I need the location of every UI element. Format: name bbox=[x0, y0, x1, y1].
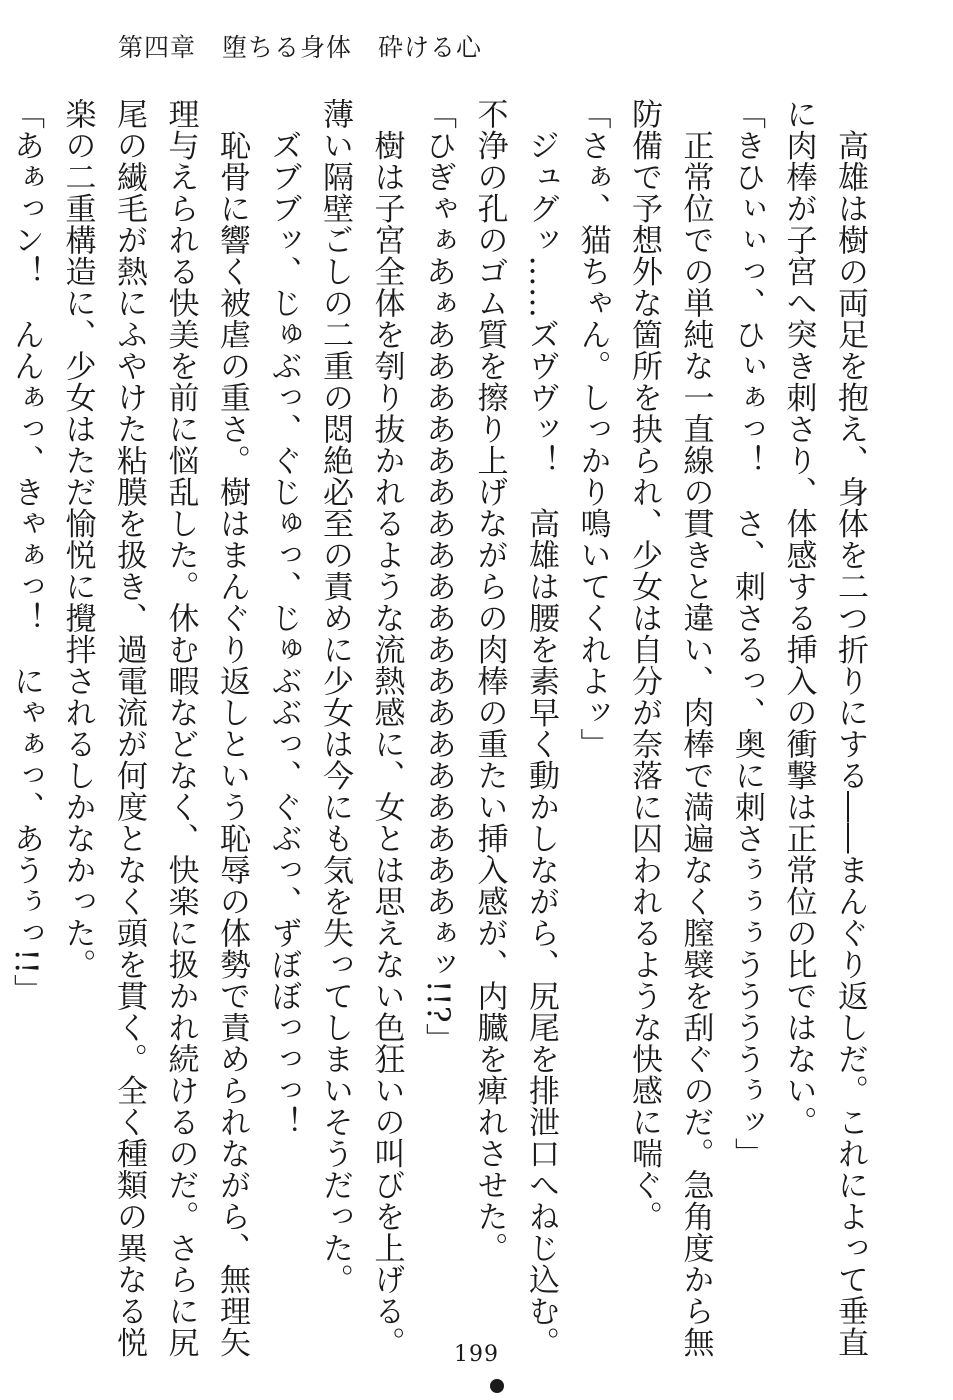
text-line: ズブブッ、じゅぶっ、ぐじゅっ、じゅぶぶっ、ぐぶっ、ずぼぼっっっ！ bbox=[265, 98, 302, 1138]
text-line: 薄い隔壁ごしの二重の悶絶必至の責めに少女は今にも気を失ってしまいそうだった。 bbox=[317, 98, 353, 1295]
text-line: 尾の繊毛が熱にふやけた粘膜を扱き、過電流が何度となく頭を貫く。全く種類の異なる悦 bbox=[111, 98, 147, 1358]
text-line: 楽の二重構造に、少女はただ愉悦に攪拌されるしかなかった。 bbox=[59, 98, 96, 980]
bullet-marker bbox=[490, 1379, 504, 1393]
text-line: 高雄は樹の両足を抱え、身体を二つ折りにする――まんぐり返しだ。これによって垂直 bbox=[832, 98, 868, 1358]
text-line: 正常位での単純な一直線の貫きと違い、肉棒で満遍なく膣襞を刮ぐのだ。急角度から無 bbox=[677, 98, 714, 1358]
text-line: 防備で予想外な箇所を抉られ、少女は自分が奈落に囚われるような快感に喘ぐ。 bbox=[626, 98, 662, 1232]
text-line: に肉棒が子宮へ突き刺さり、体感する挿入の衝撃は正常位の比ではない。 bbox=[780, 98, 817, 1138]
page-number: 199 bbox=[454, 1342, 499, 1367]
text-line: 樹は子宮全体を刳り抜かれるような流熱感に、女とは思えない色狂いの叫びを上げる。 bbox=[368, 98, 405, 1358]
text-line: 理与えられる快美を前に悩乱した。休む暇などなく、快楽に扱かれ続けるのだ。さらに尻 bbox=[162, 98, 199, 1358]
text-line: 「きひぃぃっ、ひぃぁっ！ さ、刺さるっ、奥に刺さぅぅぅううううぅッ」 bbox=[729, 98, 765, 1169]
text-line: 不浄の孔のゴム質を擦り上げながらの肉棒の重たい挿入感が、内臓を痺れさせた。 bbox=[471, 98, 508, 1264]
text-line: 恥骨に響く被虐の重さ。樹はまんぐり返しという恥辱の体勢で責められながら、無理矢 bbox=[214, 98, 250, 1358]
running-header: 第四章 堕ちる身体 砕ける心 bbox=[118, 33, 483, 62]
text-line: ジュグッ……ズヴヴッ！ 高雄は腰を素早く動かしながら、尻尾を排泄口へねじ込む。 bbox=[523, 98, 559, 1358]
text-line: 「あぁっン！ んんぁっ、きゃぁっ！ にゃぁっ、あうぅっ!!」 bbox=[8, 98, 44, 1006]
text-line: 「さぁ、猫ちゃん。しっかり鳴いてくれよッ」 bbox=[574, 98, 611, 760]
text-line: 「ひぎゃぁあぁあああああああああああああああああああぁッ!!?」 bbox=[420, 98, 456, 1055]
